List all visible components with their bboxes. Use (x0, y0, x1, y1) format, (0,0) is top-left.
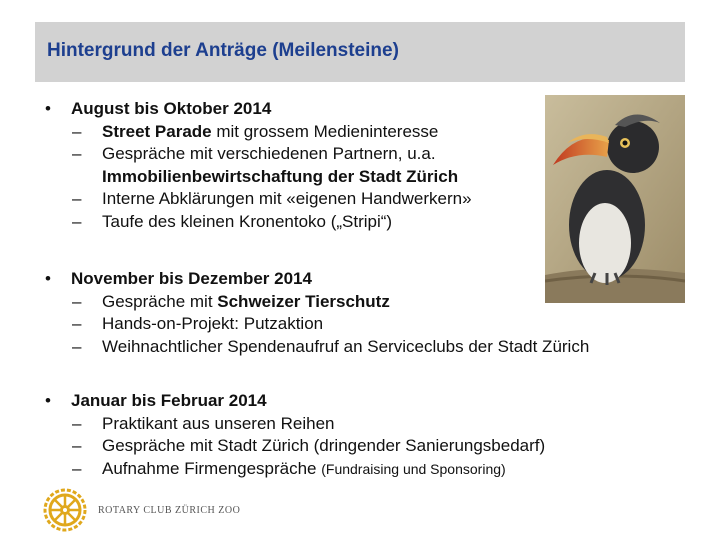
bullet: • (45, 99, 51, 118)
list-item: – Hands-on-Projekt: Putzaktion (72, 314, 324, 333)
list-item: – Gespräche mit Schweizer Tierschutz (72, 291, 390, 311)
section-august-oktober (45, 98, 472, 233)
rotary-footer (40, 488, 240, 532)
list-item-continuation: Immobilienbewirtschaftung der Stadt Zürich (102, 166, 459, 186)
list-item: – Gespräche mit verschiedenen Partnern, u.a. (72, 144, 436, 163)
list-item: – Street Parade mit grossem Medieninteresse (72, 121, 439, 141)
list-item: – Weihnachtlicher Spendenaufruf an Serviceclubs der Stadt Zürich (72, 336, 590, 356)
section-januar-februar (45, 390, 545, 480)
bullet: • (45, 269, 51, 288)
list-item: – Aufnahme Firmengespräche (Fundraising und Sponsoring) (72, 458, 506, 478)
list-item: – Gespräche mit Stadt Zürich (dringender Sanierungsbedarf) (72, 436, 546, 455)
rotary-club-name: ROTARY CLUB ZÜRICH ZOO (98, 504, 241, 516)
section-november-dezember (45, 268, 589, 358)
list-item: – Interne Abklärungen mit «eigenen Handwerkern» (72, 189, 472, 208)
section-heading: Januar bis Februar 2014 (71, 391, 267, 410)
bullet: • (45, 391, 51, 410)
slide-title: Hintergrund der Anträge (Meilensteine) (47, 40, 399, 61)
rotary-wheel-icon (40, 488, 90, 532)
list-item: – Taufe des kleinen Kronentoko („Stripi“) (72, 211, 393, 231)
list-item: – Praktikant aus unseren Reihen (72, 413, 335, 433)
section-heading: August bis Oktober 2014 (71, 99, 272, 118)
title-bar (35, 22, 685, 82)
section-heading: November bis Dezember 2014 (71, 269, 312, 288)
hornbill-photo (545, 95, 685, 303)
